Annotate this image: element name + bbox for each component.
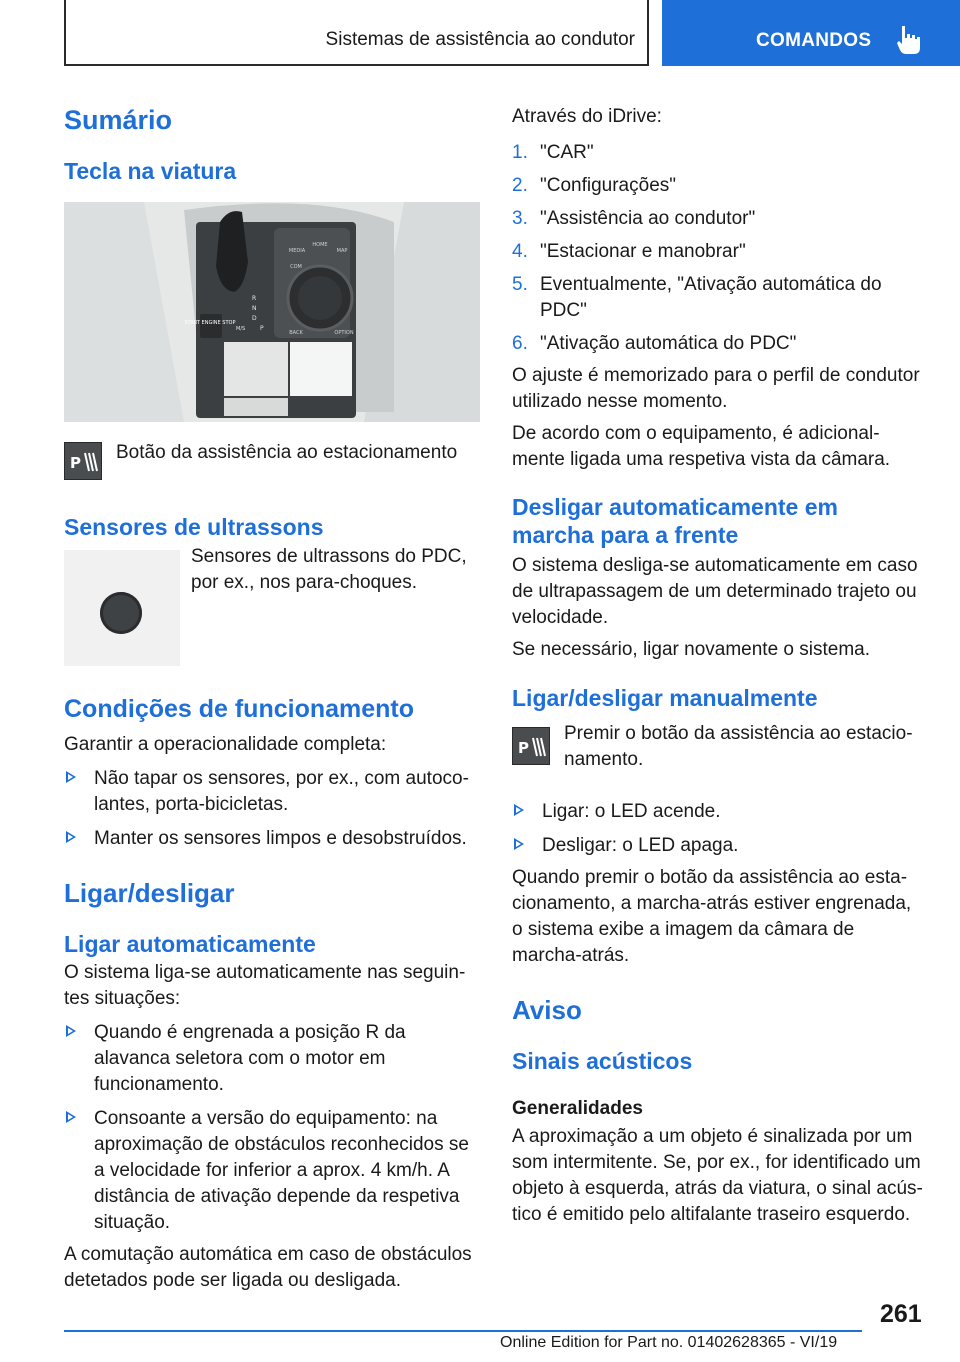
bullet-triangle-icon	[66, 831, 76, 843]
list-item: Não tapar os sensores, por ex., com autocolantes, porta-bicicletas.	[64, 766, 480, 818]
bullet-triangle-icon	[514, 804, 524, 816]
list-item: Desligar: o LED apaga.	[512, 833, 926, 859]
bullet-triangle-icon	[66, 1025, 76, 1037]
list-item: 2. "Configurações"	[512, 175, 677, 196]
footer-divider	[64, 1330, 862, 1332]
ligar-auto-footer: A comutação automática em caso de obstáculos detetados pode ser ligada ou desligada.	[64, 1244, 472, 1292]
heading-ligar-desligar: Ligar/desligar	[64, 877, 235, 908]
manual-list	[512, 799, 926, 859]
heading-tecla-na-viatura: Tecla na viatura	[64, 158, 237, 185]
list-item: Quando é engrenada a posição R da alavanca seletora com o motor em funcionamento.	[64, 1020, 480, 1098]
heading-desligar-auto: Desligar automaticamente em marcha para a frente	[512, 494, 838, 548]
console-map-label: MAP	[336, 247, 348, 254]
console-option-label: OPTION	[334, 329, 354, 336]
console-home-label: HOME	[312, 241, 328, 248]
ligar-auto-text: O sistema liga-se automaticamente nas seguintes situações:	[64, 962, 466, 1010]
desligar-auto-text-2: Se necessário, ligar novamente o sistema.	[512, 639, 871, 660]
console-back-label: BACK	[289, 329, 303, 336]
svg-text:P: P	[518, 738, 529, 757]
parking-assist-icon	[64, 442, 102, 480]
condicoes-intro: Garantir a operacionalidade completa:	[64, 733, 387, 755]
acordo-text: De acordo com o equipamento, é adicionalmente ligada uma respetiva vista da câmara.	[512, 423, 891, 470]
heading-sinais: Sinais acústicos	[512, 1047, 693, 1074]
gear-d-label: D	[252, 314, 257, 322]
header-tab-label: COMANDOS	[756, 30, 872, 51]
console-media-label: MEDIA	[288, 247, 306, 254]
heading-aviso: Aviso	[512, 994, 582, 1025]
bullet-triangle-icon	[66, 1111, 76, 1123]
right-column	[512, 104, 926, 1228]
page-number: 261	[880, 1300, 922, 1328]
ajuste-text: O ajuste é memorizado para o perfil de condutor utilizado nesse momento.	[512, 365, 920, 412]
desligar-auto-text: O sistema desliga-se automaticamente em caso de ultrapassagem de um determinado trajeto ou velocidade.	[512, 555, 918, 628]
heading-sumario: Sumário	[64, 105, 173, 135]
sensor-image	[64, 550, 180, 666]
gear-n-label: N	[252, 304, 257, 312]
list-item: 4. "Estacionar e manobrar"	[512, 241, 746, 262]
heading-generalidades: Generalidades	[512, 1098, 643, 1120]
list-item: 3. "Assistência ao condutor"	[512, 208, 756, 229]
list-item: Manter os sensores limpos e desobstruídos.	[64, 826, 480, 852]
tecla-caption: Botão da assistência ao estacionamento	[116, 441, 458, 463]
footer-edition: Online Edition for Part no. 01402628365 - VI/19	[500, 1334, 838, 1351]
manual-text: Premir o botão da assistência ao estacionamento.	[564, 722, 913, 770]
idrive-intro: Através do iDrive:	[512, 106, 662, 127]
bullet-triangle-icon	[514, 838, 524, 850]
idrive-steps	[512, 140, 926, 357]
hand-pointer-icon	[896, 24, 922, 56]
ultrasonic-sensor-icon	[100, 592, 142, 634]
ligar-auto-list	[64, 1020, 480, 1236]
generalidades-text: A aproximação a um objeto é sinalizada por um som intermitente. Se, por ex., for identificado um objeto à esquerda, atrás da viatura, o sinal acústico é emitido pelo altifalante traseiro esquerdo.	[512, 1126, 923, 1226]
gear-console-illustration	[64, 202, 480, 422]
svg-text:P: P	[70, 453, 81, 472]
heading-ligar-auto: Ligar automaticamente	[64, 930, 316, 957]
manual-footer: Quando premir o botão da assistência ao estacionamento, a marcha-atrás estiver engrenada, o sistema exibe a imagem da câmara de marcha-atrás.	[512, 866, 912, 966]
console-com-label: COM	[290, 263, 302, 270]
header-section-title: Sistemas de assistência ao condutor	[325, 29, 635, 50]
manual-row	[512, 723, 926, 785]
sensores-text: Sensores de ultrassons do PDC, por ex., nos para-choques.	[191, 545, 467, 593]
gear-p-label: P	[260, 324, 264, 332]
heading-condicoes: Condições de funcionamento	[64, 694, 415, 723]
tecla-caption-row	[64, 440, 480, 484]
condicoes-list	[64, 766, 480, 852]
header-tab[interactable]	[662, 0, 960, 66]
header-section-box	[64, 0, 649, 66]
list-item: Consoante a versão do equipamento: na aproximação de obstáculos reconhecidos se a velocidade for inferior a aprox. 4 km/h. A distância de ativação depende da respetiva situação.	[64, 1106, 480, 1236]
list-item: 1. "CAR"	[512, 142, 594, 163]
left-column	[64, 96, 480, 1294]
heading-sensores: Sensores de ultrassons	[64, 513, 324, 540]
list-item: 6. "Ativação automática do PDC"	[512, 333, 797, 354]
heading-manual: Ligar/desligar manualmente	[512, 685, 818, 711]
start-stop-label: START ENGINE STOP	[184, 319, 236, 326]
sensores-row	[64, 546, 480, 670]
gear-ms-label: M/S	[236, 325, 246, 332]
bullet-triangle-icon	[66, 771, 76, 783]
list-item: 5. Eventualmente, "Ativação automática do PDC"	[512, 274, 882, 321]
list-item: Ligar: o LED acende.	[512, 799, 926, 825]
gear-r-label: R	[252, 294, 257, 302]
console-photo	[64, 202, 480, 422]
parking-assist-icon	[512, 727, 550, 765]
